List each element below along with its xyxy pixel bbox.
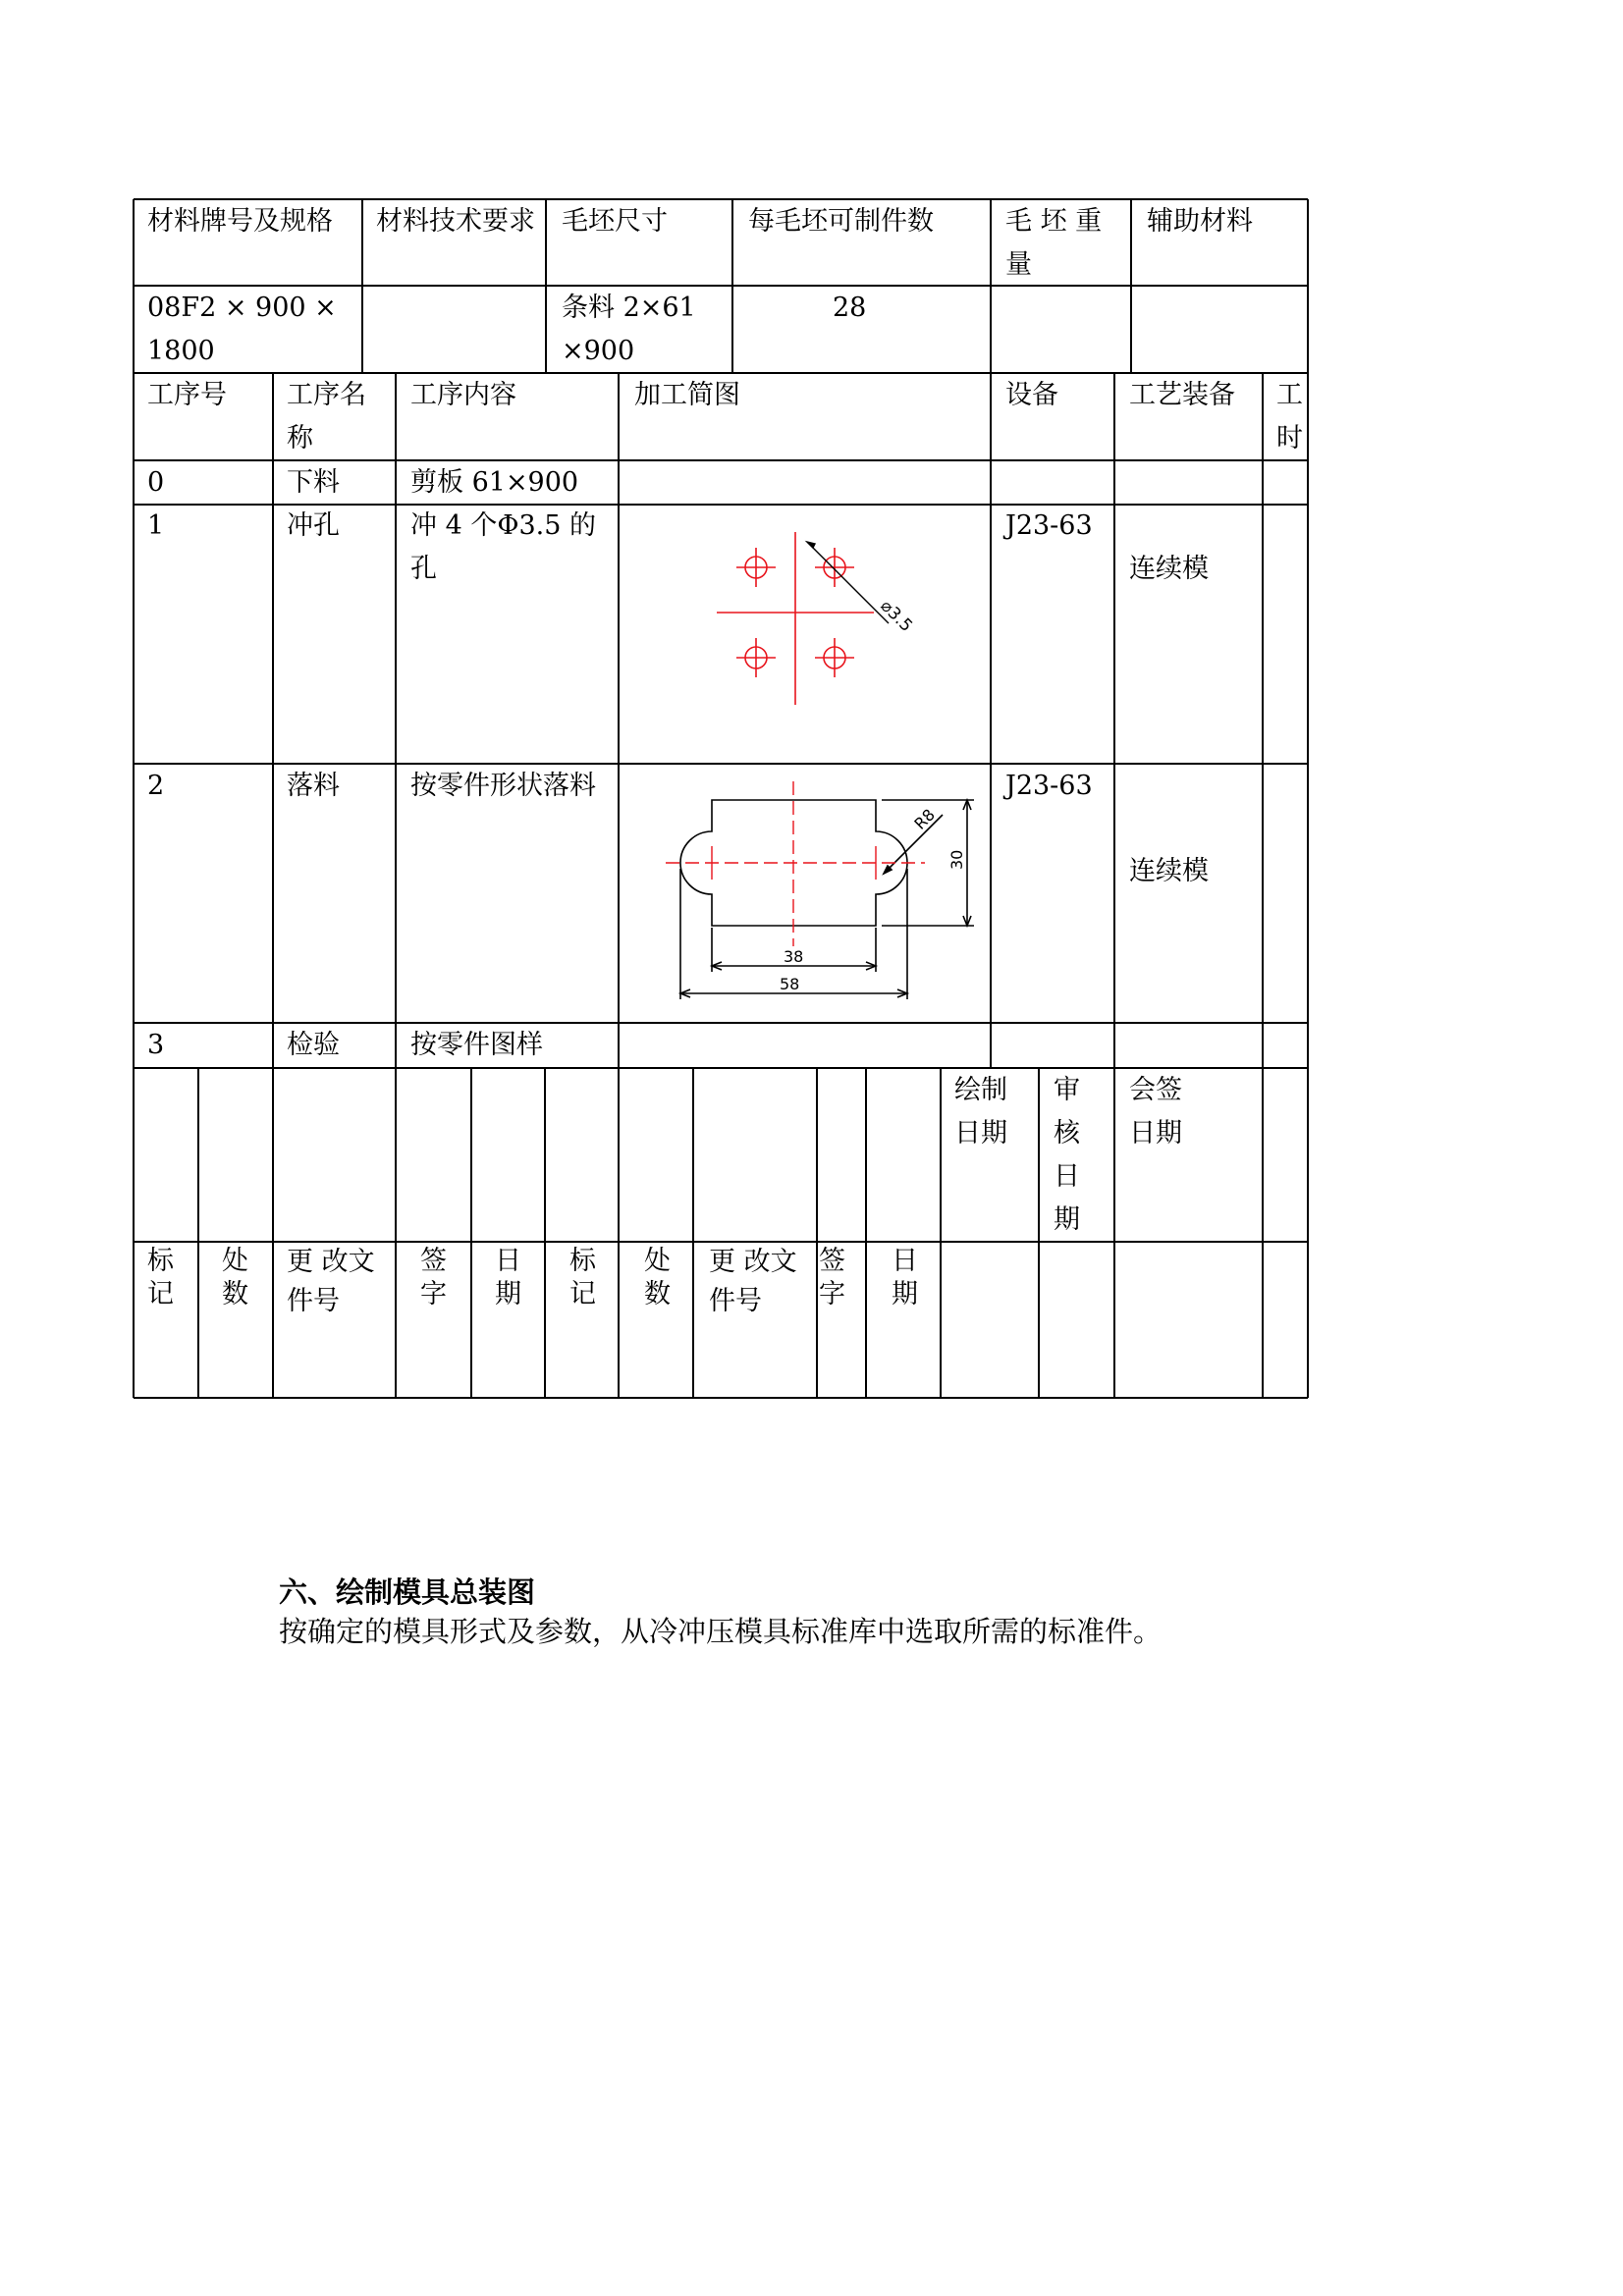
punch-hole-sketch [687, 520, 943, 746]
signoff-drawn-date: 绘制日期 [954, 1075, 1007, 1148]
header-aux-material: 辅助材料 [1147, 206, 1253, 237]
revision-date-1: 日期 [495, 1246, 521, 1309]
blank-outline-sketch [648, 775, 992, 1011]
section-heading: 六、绘制模具总装图 [279, 1575, 536, 1609]
header-material-grade-spec: 材料牌号及规格 [147, 206, 333, 237]
blank-inner-width-label: 38 [784, 947, 804, 966]
step-1-equipment: J23-63 [1005, 510, 1093, 541]
step-2-tooling: 连续模 [1129, 856, 1209, 886]
step-0-no: 0 [147, 467, 165, 498]
signoff-countersign-date: 会签日期 [1129, 1075, 1182, 1148]
revision-mark-1: 标记 [147, 1246, 174, 1309]
step-2-equipment: J23-63 [1005, 771, 1093, 801]
header-tooling: 工艺装备 [1129, 380, 1235, 410]
header-step-content: 工序内容 [410, 380, 516, 410]
value-pieces-per-blank: 28 [833, 293, 867, 323]
blank-total-width-label: 58 [780, 975, 800, 993]
step-3-content: 按零件图样 [410, 1030, 543, 1060]
header-equipment: 设备 [1005, 380, 1058, 410]
step-1-name: 冲孔 [287, 510, 340, 541]
revision-date-2: 日期 [892, 1246, 918, 1309]
revision-mark-2: 标记 [569, 1246, 596, 1309]
step-2-content: 按零件形状落料 [410, 771, 596, 801]
revision-place-count-2: 处数 [644, 1246, 671, 1309]
revision-signature-1: 签字 [420, 1246, 447, 1309]
revision-change-doc-2: 更 改文件号 [709, 1247, 797, 1316]
signoff-review-date: 审核日期 [1054, 1075, 1080, 1235]
step-2-no: 2 [147, 771, 165, 801]
value-material-grade-spec: 08F2 × 900 × 1800 [147, 293, 337, 366]
step-3-name: 检验 [287, 1030, 340, 1060]
revision-change-doc-1: 更 改文件号 [287, 1247, 375, 1316]
blank-radius-label: R8 [910, 805, 939, 833]
header-hours: 工时 [1276, 380, 1303, 454]
header-material-tech-req: 材料技术要求 [376, 206, 535, 237]
step-1-no: 1 [147, 510, 165, 541]
header-blank-size: 毛坯尺寸 [562, 206, 668, 237]
step-1-tooling: 连续模 [1129, 554, 1209, 584]
header-blank-weight: 毛 坯 重量 [1005, 206, 1103, 280]
blank-height-label: 30 [947, 849, 966, 870]
step-0-content: 剪板 61×900 [410, 467, 579, 498]
revision-signature-2: 签字 [819, 1246, 845, 1309]
step-3-no: 3 [147, 1030, 165, 1060]
header-step-no: 工序号 [147, 380, 227, 410]
header-step-name: 工序名称 [287, 380, 366, 454]
step-0-name: 下料 [287, 467, 340, 498]
revision-place-count-1: 处数 [222, 1246, 248, 1309]
header-pieces-per-blank: 每毛坯可制件数 [748, 206, 934, 237]
step-2-name: 落料 [287, 771, 340, 801]
value-blank-size: 条料 2×61 ×900 [562, 293, 696, 366]
header-sketch: 加工简图 [634, 380, 740, 410]
section-body: 按确定的模具形式及参数，从冷冲压模具标准库中选取所需的标准件。 [279, 1615, 1163, 1648]
punch-hole-dim-label: ⌀3.5 [876, 596, 916, 636]
step-1-content: 冲 4 个Φ3.5 的孔 [410, 510, 596, 584]
